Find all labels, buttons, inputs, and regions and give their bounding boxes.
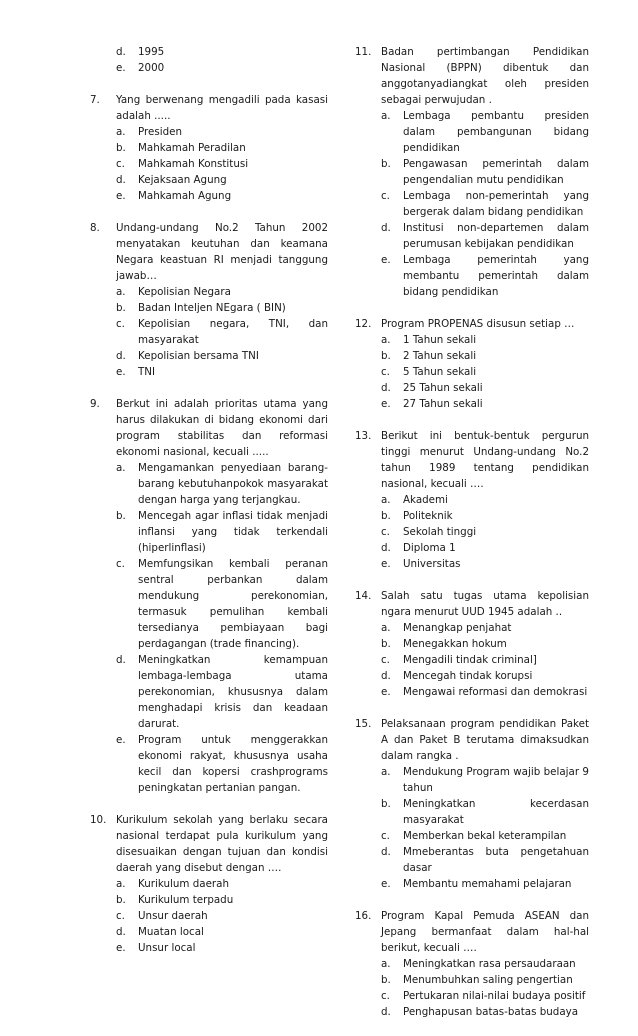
option-text: Lembaga non-pemerintah yang bergerak dalam bidang pendidikan [403, 190, 589, 218]
option-text: Unsur daerah [138, 910, 208, 922]
option-text: 1 Tahun sekali [403, 334, 477, 346]
option-letter: b. [381, 974, 391, 986]
option-text: 2 Tahun sekali [403, 350, 477, 362]
question-body [381, 908, 589, 1020]
answer-option [116, 732, 328, 796]
option-letter: a. [381, 622, 391, 634]
answer-option [381, 764, 589, 796]
option-letter: c. [116, 558, 125, 570]
option-letter: d. [381, 1006, 391, 1018]
option-text: Kepolisian negara, TNI, dan masyarakat [138, 318, 328, 346]
option-text: Meningkatkan kemampuan lembaga-lembaga utama perekonomian, khususnya dalam menghadapi krisis dan keadaan darurat. [138, 654, 328, 730]
option-letter: d. [381, 670, 391, 682]
right-column [355, 44, 589, 1036]
option-letter: c. [381, 654, 390, 666]
option-letter: a. [116, 878, 126, 890]
answer-option [381, 828, 589, 844]
question-stem: Undang-undang No.2 Tahun 2002 menyatakan keutuhan dan keamana Negara keastuan RI menjadi tanggung jawab… [116, 222, 328, 282]
question-number: 13. [355, 430, 372, 442]
question-number: 8. [90, 222, 100, 234]
question-stem: Kurikulum sekolah yang berlaku secara nasional terdapat pula kurikulum yang disesuaikan dengan tujuan dan kondisi daerah yang disebut dengan …. [116, 814, 328, 874]
option-text: Memfungsikan kembali peranan sentral perbankan dalam mendukung perekonomian, termasuk pemulihan kembali tersedianya pembiayaan bagi perdagangan (trade financing). [138, 558, 328, 650]
option-letter: b. [116, 510, 126, 522]
option-letter: d. [116, 654, 126, 666]
answer-option [381, 492, 589, 508]
option-text: Lembaga pembantu presiden dalam pembangunan bidang pendidikan [403, 110, 589, 154]
question-number: 10. [90, 814, 107, 826]
question-body [116, 396, 328, 796]
answer-option [116, 556, 328, 652]
question-number: 12. [355, 318, 372, 330]
answer-option [116, 140, 328, 156]
question-stem: Berikut ini bentuk-bentuk pergurun tinggi menurut Undang-undang No.2 tahun 1989 tentang pendidikan nasional, kecuali …. [381, 430, 589, 490]
question-item [90, 396, 328, 796]
option-letter: d. [381, 382, 391, 394]
option-letter: a. [116, 126, 126, 138]
question-number: 9. [90, 398, 100, 410]
option-text: Mengamankan penyediaan barang-barang kebutuhanpokok masyarakat dengan harga yang terjangkau. [138, 462, 328, 506]
option-letter: c. [116, 910, 125, 922]
answer-option [381, 108, 589, 156]
option-text: Meningkatkan kecerdasan masyarakat [403, 798, 589, 826]
answer-option [116, 284, 328, 300]
option-text: Kurikulum terpadu [138, 894, 234, 906]
question-item [90, 220, 328, 380]
option-text: Sekolah tinggi [403, 526, 477, 538]
option-text: Memberkan bekal keterampilan [403, 830, 567, 842]
answer-option [116, 172, 328, 188]
answer-option [116, 188, 328, 204]
option-text: 25 Tahun sekali [403, 382, 483, 394]
option-text: Lembaga pemerintah yang membantu pemerintah dalam bidang pendidikan [403, 254, 589, 298]
answer-option [381, 668, 589, 684]
option-text: Kepolisian bersama TNI [138, 350, 259, 362]
answer-option [381, 508, 589, 524]
question-body [116, 812, 328, 956]
option-letter: b. [116, 894, 126, 906]
answer-option [116, 652, 328, 732]
option-letter: a. [116, 286, 126, 298]
question-number: 16. [355, 910, 372, 922]
question-body [381, 428, 589, 572]
question-item [90, 812, 328, 956]
answer-option [116, 892, 328, 908]
option-letter: b. [381, 158, 391, 170]
option-letter: d. [381, 542, 391, 554]
answer-option [381, 540, 589, 556]
question-item [355, 716, 589, 892]
answer-option [381, 252, 589, 300]
option-text: Badan Inteljen NEgara ( BIN) [138, 302, 286, 314]
answer-option [116, 60, 328, 76]
option-text: Mencegah tindak korupsi [403, 670, 533, 682]
option-letter: c. [381, 526, 390, 538]
option-letter: c. [381, 366, 390, 378]
option-letter: c. [381, 990, 390, 1002]
option-text: Akademi [403, 494, 448, 506]
option-letter: b. [381, 510, 391, 522]
option-text: Kurikulum daerah [138, 878, 229, 890]
question-stem: Program Kapal Pemuda ASEAN dan Jepang bermanfaat dalam hal-hal berikut, kecuali …. [381, 910, 589, 954]
answer-option [381, 348, 589, 364]
option-letter: e. [381, 686, 391, 698]
answer-option [116, 876, 328, 892]
option-text: 1995 [138, 46, 165, 58]
option-text: Politeknik [403, 510, 453, 522]
option-letter: e. [116, 734, 126, 746]
option-text: Mengadili tindak criminal] [403, 654, 537, 666]
option-text: 2000 [138, 62, 165, 74]
answer-option [116, 348, 328, 364]
option-letter: a. [381, 494, 391, 506]
answer-option [381, 956, 589, 972]
answer-option [381, 620, 589, 636]
option-letter: a. [381, 110, 391, 122]
answer-option [381, 364, 589, 380]
answer-option [381, 156, 589, 188]
option-text: Mengawai reformasi dan demokrasi [403, 686, 588, 698]
option-letter: a. [381, 334, 391, 346]
option-letter: e. [381, 254, 391, 266]
option-text: Program untuk menggerakkan ekonomi rakyat, khususnya usaha kecil dan kopersi crashprograms peningkatan pertanian pangan. [138, 734, 328, 794]
answer-option [381, 556, 589, 572]
option-letter: c. [116, 318, 125, 330]
question-item [355, 428, 589, 572]
question-number: 14. [355, 590, 372, 602]
answer-option [381, 380, 589, 396]
option-text: Kepolisian Negara [138, 286, 231, 298]
answer-option [116, 908, 328, 924]
option-letter: d. [381, 846, 391, 858]
question-stem: Yang berwenang mengadili pada kasasi adalah ..... [116, 94, 328, 122]
option-letter: d. [381, 222, 391, 234]
option-letter: b. [381, 798, 391, 810]
answer-option [116, 316, 328, 348]
question-item [355, 908, 589, 1020]
option-letter: e. [116, 366, 126, 378]
answer-option [116, 300, 328, 316]
answer-option [381, 188, 589, 220]
option-text: Unsur local [138, 942, 196, 954]
answer-option [381, 652, 589, 668]
question-stem: Berkut ini adalah prioritas utama yang harus dilakukan di bidang ekonomi dari program stabilitas dan reformasi ekonomi nasional, kecuali ..... [116, 398, 328, 458]
option-text: 27 Tahun sekali [403, 398, 483, 410]
option-text: Menangkap penjahat [403, 622, 512, 634]
option-letter: c. [381, 190, 390, 202]
option-letter: a. [381, 958, 391, 970]
question-stem: Salah satu tugas utama kepolisian ngara menurut UUD 1945 adalah .. [381, 590, 589, 618]
option-text: Presiden [138, 126, 182, 138]
question-body [381, 588, 589, 700]
option-text: Mahkamah Peradilan [138, 142, 246, 154]
answer-option [116, 508, 328, 556]
option-text: Mahkamah Konstitusi [138, 158, 249, 170]
option-text: Universitas [403, 558, 461, 570]
option-letter: e. [116, 942, 126, 954]
question-number: 11. [355, 46, 372, 58]
option-letter: c. [116, 158, 125, 170]
answer-option [116, 924, 328, 940]
option-letter: b. [116, 302, 126, 314]
answer-option [116, 44, 328, 60]
question-stem: Pelaksanaan program pendidikan Paket A dan Paket B terutama dimaksudkan dalam rangka . [381, 718, 589, 762]
option-letter: d. [116, 350, 126, 362]
option-text: Muatan local [138, 926, 204, 938]
option-letter: d. [116, 46, 126, 58]
question-item [90, 92, 328, 204]
question-continuation [116, 44, 328, 76]
answer-option [381, 332, 589, 348]
option-letter: d. [116, 926, 126, 938]
question-body [116, 220, 328, 380]
answer-option [381, 972, 589, 988]
option-text: Kejaksaan Agung [138, 174, 227, 186]
question-item [355, 44, 589, 300]
answer-option [116, 940, 328, 956]
left-column [90, 44, 328, 972]
continuation-options [116, 44, 328, 76]
answer-option [116, 124, 328, 140]
option-text: Mencegah agar inflasi tidak menjadi inflansi yang tidak terkendali (hiperlinflasi) [138, 510, 328, 554]
question-body [381, 716, 589, 892]
answer-option [116, 156, 328, 172]
question-body [381, 44, 589, 300]
answer-option [381, 524, 589, 540]
option-letter: c. [381, 830, 390, 842]
question-number: 7. [90, 94, 100, 106]
option-text: Diploma 1 [403, 542, 456, 554]
option-text: Mahkamah Agung [138, 190, 232, 202]
option-letter: e. [116, 62, 126, 74]
option-text: Meningkatkan rasa persaudaraan [403, 958, 576, 970]
answer-option [381, 796, 589, 828]
left-question-list [90, 92, 328, 956]
question-stem: Badan pertimbangan Pendidikan Nasional (BPPN) dibentuk dan anggotanyadiangkat oleh presiden sebagai perwujudan . [381, 46, 589, 106]
question-item [355, 588, 589, 700]
option-text: Mmeberantas buta pengetahuan dasar [403, 846, 589, 874]
option-text: Pertukaran nilai-nilai budaya positif [403, 990, 586, 1002]
option-text: Menegakkan hokum [403, 638, 507, 650]
option-letter: b. [381, 638, 391, 650]
option-text: Membantu memahami pelajaran [403, 878, 572, 890]
answer-option [381, 844, 589, 876]
question-stem: Program PROPENAS disusun setiap … [381, 318, 575, 330]
answer-option [116, 460, 328, 508]
option-letter: e. [381, 398, 391, 410]
answer-option [381, 684, 589, 700]
question-body [116, 92, 328, 204]
option-text: Institusi non-departemen dalam perumusan kebijakan pendidikan [403, 222, 589, 250]
option-letter: e. [116, 190, 126, 202]
answer-option [381, 396, 589, 412]
option-letter: a. [116, 462, 126, 474]
answer-option [381, 988, 589, 1004]
answer-option [381, 1004, 589, 1020]
question-item [355, 316, 589, 412]
option-text: TNI [138, 366, 156, 378]
question-number: 15. [355, 718, 372, 730]
option-letter: b. [116, 142, 126, 154]
right-question-list [355, 44, 589, 1020]
option-text: Mendukung Program wajib belajar 9 tahun [403, 766, 589, 794]
option-letter: e. [381, 558, 391, 570]
question-body [381, 316, 589, 412]
answer-option [381, 636, 589, 652]
option-letter: d. [116, 174, 126, 186]
option-text: Menumbuhkan saling pengertian [403, 974, 573, 986]
option-letter: b. [381, 350, 391, 362]
option-text: 5 Tahun sekali [403, 366, 477, 378]
option-text: Penghapusan batas-batas budaya [403, 1006, 579, 1018]
option-letter: a. [381, 766, 391, 778]
answer-option [116, 364, 328, 380]
answer-option [381, 220, 589, 252]
option-text: Pengawasan pemerintah dalam pengendalian mutu pendidikan [403, 158, 589, 186]
option-letter: e. [381, 878, 391, 890]
answer-option [381, 876, 589, 892]
